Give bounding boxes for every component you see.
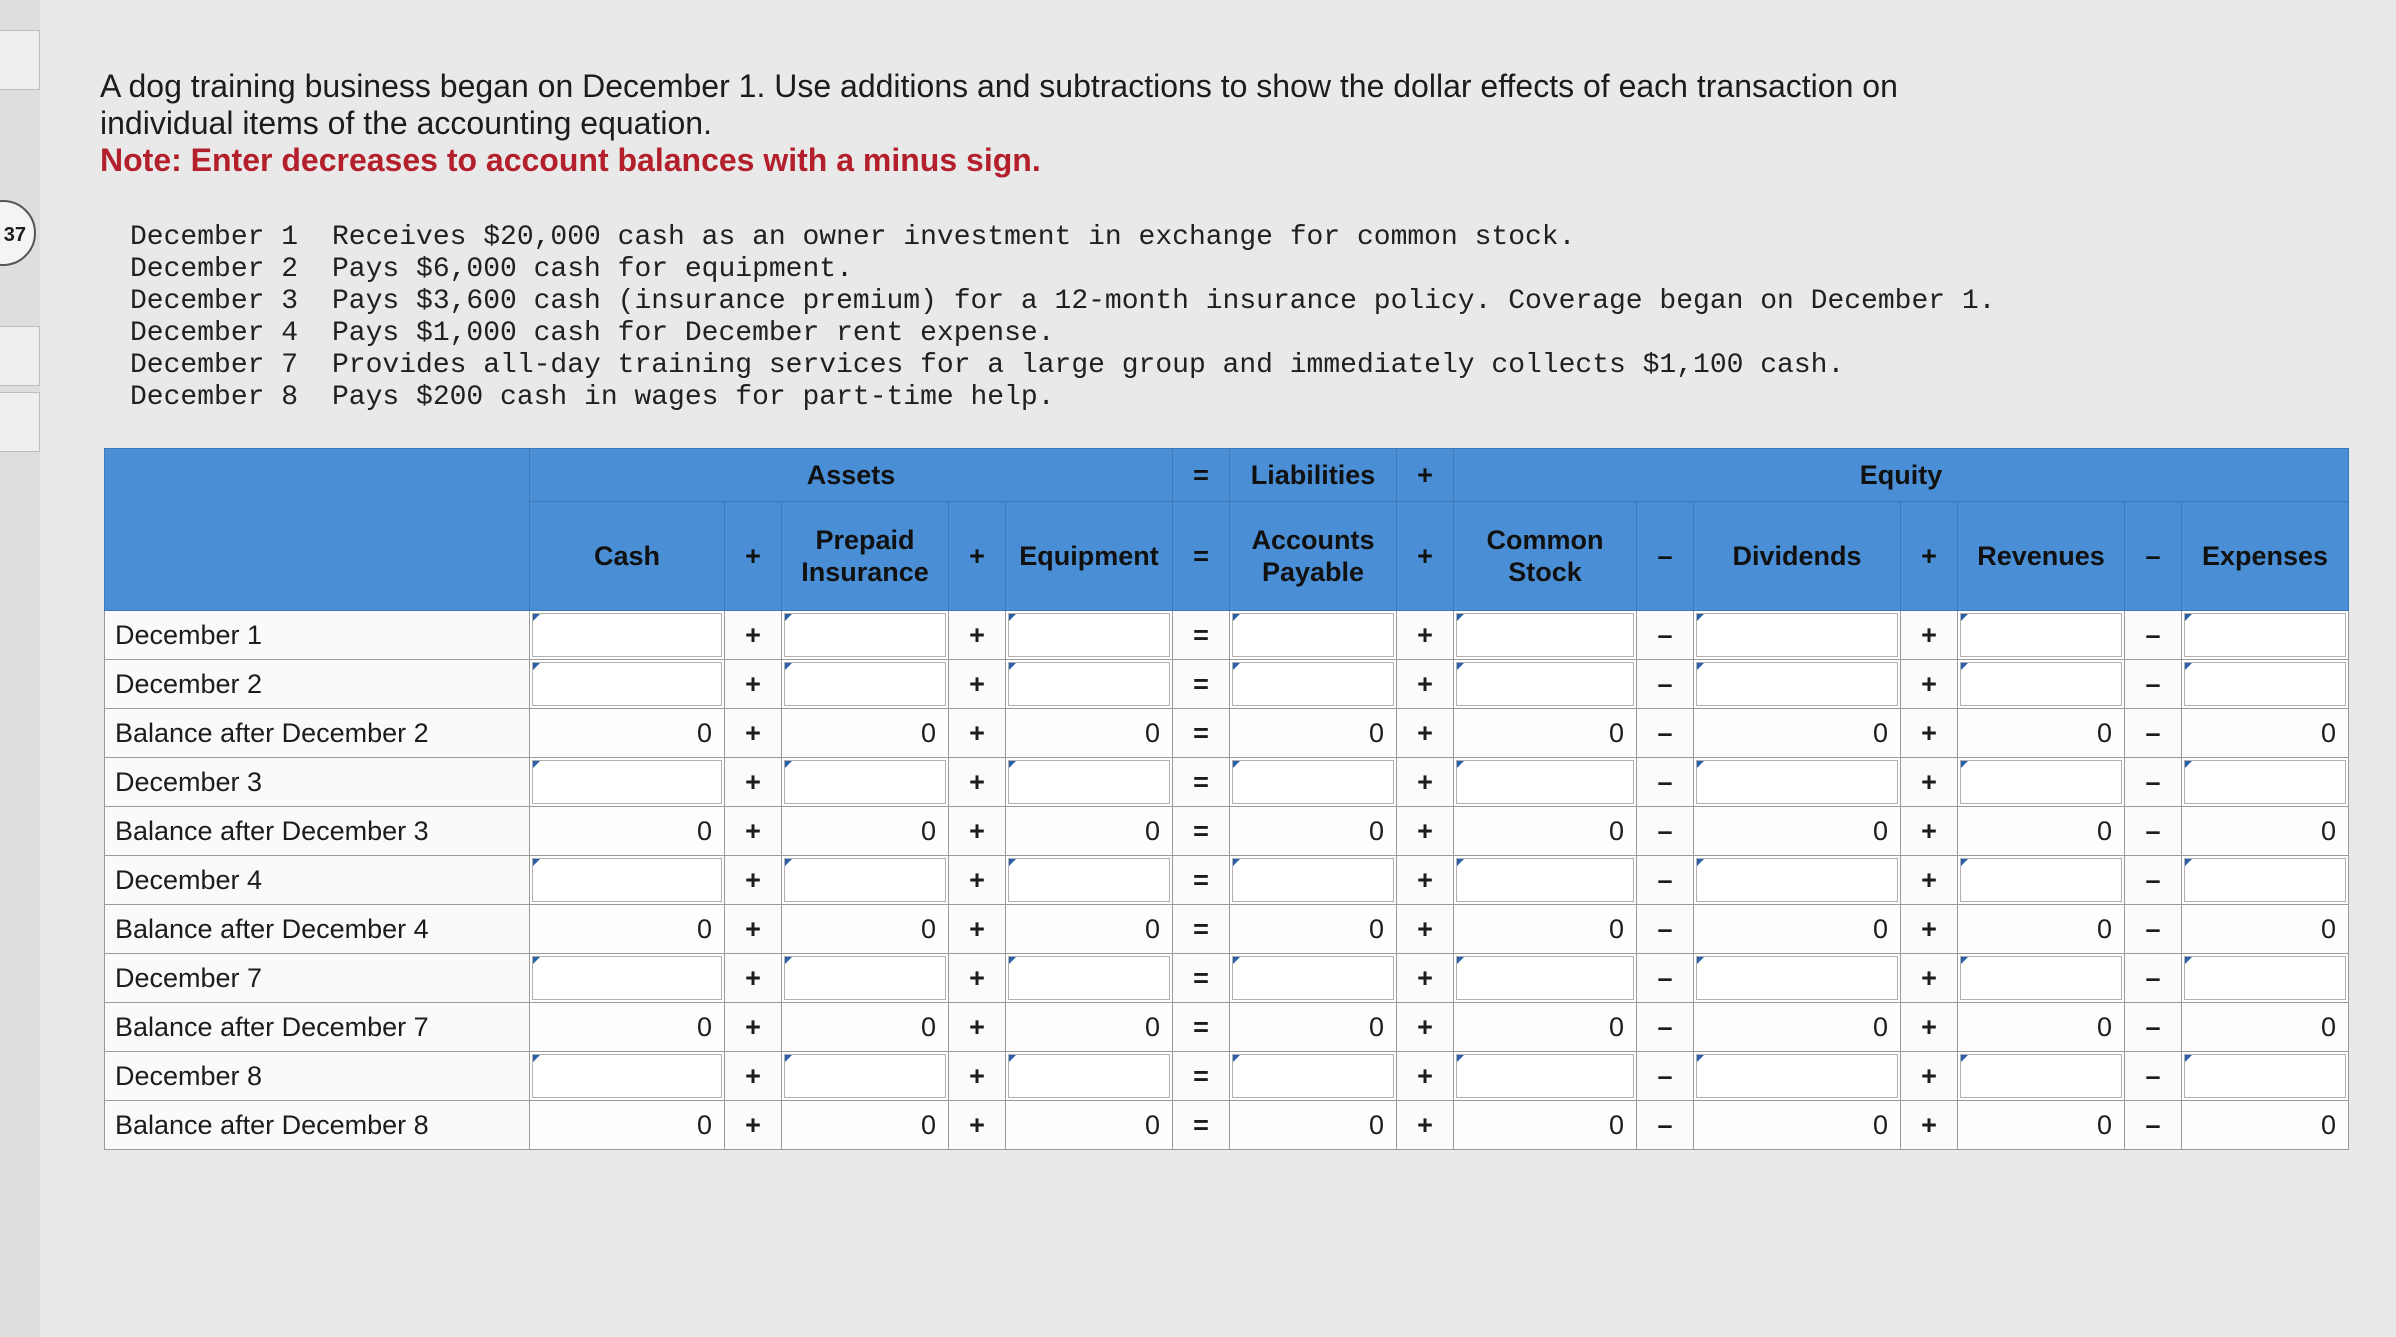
operator-minus: – xyxy=(1637,905,1694,954)
operator-equals: = xyxy=(1173,1052,1230,1101)
revenues-balance: 0 xyxy=(1958,905,2125,954)
input-box[interactable] xyxy=(1960,760,2122,804)
input-box[interactable] xyxy=(2184,858,2346,902)
balance-row xyxy=(105,807,2349,856)
operator-plus: + xyxy=(1901,1003,1958,1052)
input-box[interactable] xyxy=(1960,662,2122,706)
prepaid-insurance-input[interactable] xyxy=(782,611,949,660)
col-plus: + xyxy=(1397,502,1454,611)
input-box[interactable] xyxy=(784,760,946,804)
operator-plus: + xyxy=(949,905,1006,954)
col-prepaid-insurance: Prepaid Insurance xyxy=(782,502,949,611)
equity-header: Equity xyxy=(1454,449,2349,502)
operator-plus: + xyxy=(949,1052,1006,1101)
input-box[interactable] xyxy=(1232,760,1394,804)
transaction-item xyxy=(130,318,1995,350)
prepaid-insurance-balance: 0 xyxy=(782,905,949,954)
revenues-input[interactable] xyxy=(1958,660,2125,709)
dividends-balance: 0 xyxy=(1694,1101,1901,1150)
expenses-balance: 0 xyxy=(2182,807,2349,856)
operator-minus: – xyxy=(1637,1052,1694,1101)
operator-plus: + xyxy=(725,1003,782,1052)
side-panel-box[interactable] xyxy=(0,392,40,452)
accounts-payable-balance: 0 xyxy=(1230,905,1397,954)
dividends-input[interactable] xyxy=(1694,856,1901,905)
equipment-balance: 0 xyxy=(1006,1003,1173,1052)
equipment-input[interactable] xyxy=(1006,954,1173,1003)
input-box[interactable] xyxy=(532,613,722,657)
equipment-input[interactable] xyxy=(1006,1052,1173,1101)
operator-plus: + xyxy=(1397,611,1454,660)
operator-plus: + xyxy=(1397,660,1454,709)
transaction-item xyxy=(130,254,1995,286)
operator-plus: + xyxy=(725,856,782,905)
accounts-payable-input[interactable] xyxy=(1230,1052,1397,1101)
operator-plus: + xyxy=(725,709,782,758)
row-label: Balance after December 7 xyxy=(105,1003,530,1052)
operator-minus: – xyxy=(1637,856,1694,905)
plus-header: + xyxy=(1397,449,1454,502)
col-plus: + xyxy=(725,502,782,611)
revenues-input[interactable] xyxy=(1958,611,2125,660)
common-stock-input[interactable] xyxy=(1454,758,1637,807)
row-label: Balance after December 2 xyxy=(105,709,530,758)
operator-plus: + xyxy=(1397,1101,1454,1150)
operator-plus: + xyxy=(725,660,782,709)
operator-minus: – xyxy=(2125,807,2182,856)
col-dividends: Dividends xyxy=(1694,502,1901,611)
revenues-balance: 0 xyxy=(1958,1101,2125,1150)
transaction-item xyxy=(130,286,1995,318)
operator-plus: + xyxy=(725,807,782,856)
operator-minus: – xyxy=(2125,709,2182,758)
row-label: December 1 xyxy=(105,611,530,660)
input-box[interactable] xyxy=(1232,613,1394,657)
prepaid-insurance-input[interactable] xyxy=(782,758,949,807)
operator-minus: – xyxy=(2125,758,2182,807)
input-box[interactable] xyxy=(1696,760,1898,804)
accounts-payable-input[interactable] xyxy=(1230,660,1397,709)
accounts-payable-input[interactable] xyxy=(1230,611,1397,660)
common-stock-input[interactable] xyxy=(1454,611,1637,660)
operator-plus: + xyxy=(949,758,1006,807)
operator-plus: + xyxy=(949,709,1006,758)
operator-plus: + xyxy=(1901,758,1958,807)
operator-minus: – xyxy=(2125,611,2182,660)
transaction-text: Pays $6,000 cash for equipment. xyxy=(332,254,853,285)
transaction-date: December 1 xyxy=(130,222,299,253)
transaction-date: December 4 xyxy=(130,318,299,349)
accounts-payable-balance: 0 xyxy=(1230,807,1397,856)
input-box[interactable] xyxy=(1696,613,1898,657)
input-box[interactable] xyxy=(1960,858,2122,902)
col-accounts-payable: Accounts Payable xyxy=(1230,502,1397,611)
operator-plus: + xyxy=(1397,1003,1454,1052)
accounts-payable-balance: 0 xyxy=(1230,1003,1397,1052)
col-plus: + xyxy=(1901,502,1958,611)
equals-header: = xyxy=(1173,449,1230,502)
input-box[interactable] xyxy=(784,613,946,657)
expenses-balance: 0 xyxy=(2182,905,2349,954)
operator-plus: + xyxy=(1901,807,1958,856)
common-stock-balance: 0 xyxy=(1454,709,1637,758)
transaction-row xyxy=(105,954,2349,1003)
side-panel-box[interactable] xyxy=(0,30,40,90)
prompt-text: A dog training business began on December 1. Use additions and subtractions to show the dollar effects of each transaction on individual items of the accounting equation. xyxy=(100,68,1898,141)
operator-equals: = xyxy=(1173,758,1230,807)
input-box[interactable] xyxy=(784,1054,946,1098)
dividends-input[interactable] xyxy=(1694,954,1901,1003)
transaction-text: Pays $200 cash in wages for part-time help. xyxy=(332,382,1055,413)
cash-input[interactable] xyxy=(530,1052,725,1101)
operator-plus: + xyxy=(1397,709,1454,758)
operator-minus: – xyxy=(2125,1003,2182,1052)
col-common-stock: Common Stock xyxy=(1454,502,1637,611)
operator-plus: + xyxy=(1901,611,1958,660)
accounting-equation-table xyxy=(104,448,2349,1150)
operator-plus: + xyxy=(725,954,782,1003)
operator-plus: + xyxy=(949,1003,1006,1052)
revenues-input[interactable] xyxy=(1958,1052,2125,1101)
operator-minus: – xyxy=(1637,1003,1694,1052)
prepaid-insurance-balance: 0 xyxy=(782,1101,949,1150)
operator-plus: + xyxy=(725,758,782,807)
operator-equals: = xyxy=(1173,1003,1230,1052)
expenses-input[interactable] xyxy=(2182,856,2349,905)
input-box[interactable] xyxy=(532,662,722,706)
operator-minus: – xyxy=(2125,1052,2182,1101)
col-expenses: Expenses xyxy=(2182,502,2349,611)
operator-plus: + xyxy=(725,1052,782,1101)
col-plus: + xyxy=(949,502,1006,611)
cash-balance: 0 xyxy=(530,1003,725,1052)
operator-plus: + xyxy=(1397,856,1454,905)
cash-input[interactable] xyxy=(530,611,725,660)
expenses-input[interactable] xyxy=(2182,954,2349,1003)
balance-row xyxy=(105,905,2349,954)
balance-row xyxy=(105,1101,2349,1150)
operator-equals: = xyxy=(1173,709,1230,758)
row-label: December 7 xyxy=(105,954,530,1003)
operator-minus: – xyxy=(1637,1101,1694,1150)
input-box[interactable] xyxy=(1008,858,1170,902)
operator-plus: + xyxy=(725,611,782,660)
operator-plus: + xyxy=(949,954,1006,1003)
operator-plus: + xyxy=(1901,954,1958,1003)
prepaid-insurance-input[interactable] xyxy=(782,1052,949,1101)
input-box[interactable] xyxy=(784,858,946,902)
transaction-row xyxy=(105,758,2349,807)
transaction-row xyxy=(105,611,2349,660)
input-box[interactable] xyxy=(2184,956,2346,1000)
prepaid-insurance-balance: 0 xyxy=(782,1003,949,1052)
accounts-payable-input[interactable] xyxy=(1230,856,1397,905)
expenses-input[interactable] xyxy=(2182,611,2349,660)
input-box[interactable] xyxy=(1960,613,2122,657)
operator-minus: – xyxy=(1637,807,1694,856)
operator-plus: + xyxy=(949,856,1006,905)
input-box[interactable] xyxy=(2184,1054,2346,1098)
header-corner xyxy=(105,449,530,611)
prompt-note: Note: Enter decreases to account balances with a minus sign. xyxy=(100,142,1041,178)
common-stock-balance: 0 xyxy=(1454,1101,1637,1150)
common-stock-input[interactable] xyxy=(1454,1052,1637,1101)
dividends-input[interactable] xyxy=(1694,1052,1901,1101)
dividends-input[interactable] xyxy=(1694,611,1901,660)
balance-row xyxy=(105,709,2349,758)
cash-balance: 0 xyxy=(530,1101,725,1150)
accounting-equation-worksheet xyxy=(104,448,2349,1150)
operator-plus: + xyxy=(1901,856,1958,905)
prepaid-insurance-input[interactable] xyxy=(782,856,949,905)
operator-minus: – xyxy=(2125,856,2182,905)
transaction-text: Pays $1,000 cash for December rent expense. xyxy=(332,318,1055,349)
transaction-date: December 3 xyxy=(130,286,299,317)
input-box[interactable] xyxy=(1456,1054,1634,1098)
col-minus: – xyxy=(1637,502,1694,611)
operator-plus: + xyxy=(1397,954,1454,1003)
common-stock-input[interactable] xyxy=(1454,856,1637,905)
dividends-balance: 0 xyxy=(1694,905,1901,954)
row-label: Balance after December 3 xyxy=(105,807,530,856)
operator-plus: + xyxy=(949,660,1006,709)
transaction-date: December 7 xyxy=(130,350,299,381)
revenues-balance: 0 xyxy=(1958,709,2125,758)
operator-equals: = xyxy=(1173,856,1230,905)
operator-minus: – xyxy=(2125,1101,2182,1150)
transaction-date: December 2 xyxy=(130,254,299,285)
col-equals: = xyxy=(1173,502,1230,611)
operator-minus: – xyxy=(1637,611,1694,660)
accounts-payable-input[interactable] xyxy=(1230,758,1397,807)
operator-equals: = xyxy=(1173,905,1230,954)
input-box[interactable] xyxy=(532,858,722,902)
operator-plus: + xyxy=(1901,1052,1958,1101)
assets-header: Assets xyxy=(530,449,1173,502)
operator-plus: + xyxy=(725,905,782,954)
equipment-input[interactable] xyxy=(1006,758,1173,807)
col-revenues: Revenues xyxy=(1958,502,2125,611)
operator-plus: + xyxy=(949,807,1006,856)
input-box[interactable] xyxy=(1456,760,1634,804)
transaction-row xyxy=(105,1052,2349,1101)
common-stock-balance: 0 xyxy=(1454,1003,1637,1052)
input-box[interactable] xyxy=(1232,662,1394,706)
expenses-balance: 0 xyxy=(2182,709,2349,758)
operator-minus: – xyxy=(2125,905,2182,954)
operator-plus: + xyxy=(725,1101,782,1150)
operator-minus: – xyxy=(2125,954,2182,1003)
input-box[interactable] xyxy=(1696,1054,1898,1098)
operator-minus: – xyxy=(1637,954,1694,1003)
operator-plus: + xyxy=(949,611,1006,660)
row-label: December 3 xyxy=(105,758,530,807)
common-stock-input[interactable] xyxy=(1454,660,1637,709)
operator-equals: = xyxy=(1173,954,1230,1003)
input-box[interactable] xyxy=(1232,1054,1394,1098)
transaction-item xyxy=(130,222,1995,254)
transaction-row xyxy=(105,660,2349,709)
input-box[interactable] xyxy=(1008,662,1170,706)
input-box[interactable] xyxy=(1960,956,2122,1000)
input-box[interactable] xyxy=(532,760,722,804)
input-box[interactable] xyxy=(784,662,946,706)
transaction-text: Provides all-day training services for a large group and immediately collects $1,100 cash. xyxy=(332,350,1845,381)
group-header-row xyxy=(105,449,2349,502)
input-box[interactable] xyxy=(1456,613,1634,657)
input-box[interactable] xyxy=(1008,613,1170,657)
transaction-list xyxy=(130,222,1995,414)
accounts-payable-balance: 0 xyxy=(1230,709,1397,758)
operator-equals: = xyxy=(1173,611,1230,660)
common-stock-input[interactable] xyxy=(1454,954,1637,1003)
transaction-row xyxy=(105,856,2349,905)
equipment-balance: 0 xyxy=(1006,709,1173,758)
accounts-payable-balance: 0 xyxy=(1230,1101,1397,1150)
row-label: Balance after December 4 xyxy=(105,905,530,954)
cash-input[interactable] xyxy=(530,758,725,807)
expenses-input[interactable] xyxy=(2182,1052,2349,1101)
input-box[interactable] xyxy=(532,956,722,1000)
row-label: December 2 xyxy=(105,660,530,709)
side-panel-box[interactable] xyxy=(0,326,40,386)
common-stock-balance: 0 xyxy=(1454,905,1637,954)
cash-input[interactable] xyxy=(530,856,725,905)
revenues-input[interactable] xyxy=(1958,856,2125,905)
operator-plus: + xyxy=(1397,807,1454,856)
cash-input[interactable] xyxy=(530,954,725,1003)
revenues-balance: 0 xyxy=(1958,1003,2125,1052)
dividends-input[interactable] xyxy=(1694,758,1901,807)
col-cash: Cash xyxy=(530,502,725,611)
operator-plus: + xyxy=(1901,709,1958,758)
prepaid-insurance-input[interactable] xyxy=(782,660,949,709)
prepaid-insurance-balance: 0 xyxy=(782,709,949,758)
operator-minus: – xyxy=(1637,758,1694,807)
cash-input[interactable] xyxy=(530,660,725,709)
input-box[interactable] xyxy=(1696,956,1898,1000)
operator-plus: + xyxy=(1397,758,1454,807)
col-equipment: Equipment xyxy=(1006,502,1173,611)
input-box[interactable] xyxy=(1456,956,1634,1000)
input-box[interactable] xyxy=(1456,858,1634,902)
input-box[interactable] xyxy=(1232,858,1394,902)
input-box[interactable] xyxy=(784,956,946,1000)
revenues-input[interactable] xyxy=(1958,954,2125,1003)
input-box[interactable] xyxy=(1008,956,1170,1000)
cash-balance: 0 xyxy=(530,709,725,758)
expenses-balance: 0 xyxy=(2182,1101,2349,1150)
operator-minus: – xyxy=(1637,709,1694,758)
cash-balance: 0 xyxy=(530,905,725,954)
cash-balance: 0 xyxy=(530,807,725,856)
transaction-date: December 8 xyxy=(130,382,299,413)
dividends-input[interactable] xyxy=(1694,660,1901,709)
equipment-balance: 0 xyxy=(1006,905,1173,954)
equipment-input[interactable] xyxy=(1006,856,1173,905)
transaction-text: Pays $3,600 cash (insurance premium) for a 12-month insurance policy. Coverage began on December 1. xyxy=(332,286,1996,317)
operator-plus: + xyxy=(1397,1052,1454,1101)
dividends-balance: 0 xyxy=(1694,807,1901,856)
input-box[interactable] xyxy=(1008,760,1170,804)
prepaid-insurance-balance: 0 xyxy=(782,807,949,856)
input-box[interactable] xyxy=(1696,662,1898,706)
revenues-input[interactable] xyxy=(1958,758,2125,807)
input-box[interactable] xyxy=(2184,613,2346,657)
input-box[interactable] xyxy=(2184,662,2346,706)
dividends-balance: 0 xyxy=(1694,709,1901,758)
input-box[interactable] xyxy=(1456,662,1634,706)
expenses-balance: 0 xyxy=(2182,1003,2349,1052)
balance-row xyxy=(105,1003,2349,1052)
prepaid-insurance-input[interactable] xyxy=(782,954,949,1003)
transaction-item xyxy=(130,382,1995,414)
operator-minus: – xyxy=(1637,660,1694,709)
input-box[interactable] xyxy=(1696,858,1898,902)
liabilities-header: Liabilities xyxy=(1230,449,1397,502)
operator-equals: = xyxy=(1173,807,1230,856)
question-number-badge[interactable]: 37 xyxy=(0,200,36,266)
operator-plus: + xyxy=(949,1101,1006,1150)
transaction-item xyxy=(130,350,1995,382)
row-label: December 8 xyxy=(105,1052,530,1101)
operator-plus: + xyxy=(1901,905,1958,954)
operator-plus: + xyxy=(1397,905,1454,954)
operator-plus: + xyxy=(1901,660,1958,709)
equipment-balance: 0 xyxy=(1006,807,1173,856)
expenses-input[interactable] xyxy=(2182,660,2349,709)
revenues-balance: 0 xyxy=(1958,807,2125,856)
input-box[interactable] xyxy=(1960,1054,2122,1098)
operator-equals: = xyxy=(1173,1101,1230,1150)
common-stock-balance: 0 xyxy=(1454,807,1637,856)
transaction-text: Receives $20,000 cash as an owner investment in exchange for common stock. xyxy=(332,222,1576,253)
col-minus: – xyxy=(2125,502,2182,611)
dividends-balance: 0 xyxy=(1694,1003,1901,1052)
input-box[interactable] xyxy=(1232,956,1394,1000)
equipment-balance: 0 xyxy=(1006,1101,1173,1150)
accounts-payable-input[interactable] xyxy=(1230,954,1397,1003)
question-prompt xyxy=(100,68,2000,179)
row-label: Balance after December 8 xyxy=(105,1101,530,1150)
operator-plus: + xyxy=(1901,1101,1958,1150)
input-box[interactable] xyxy=(1008,1054,1170,1098)
input-box[interactable] xyxy=(2184,760,2346,804)
input-box[interactable] xyxy=(532,1054,722,1098)
operator-minus: – xyxy=(2125,660,2182,709)
row-label: December 4 xyxy=(105,856,530,905)
equipment-input[interactable] xyxy=(1006,660,1173,709)
expenses-input[interactable] xyxy=(2182,758,2349,807)
equipment-input[interactable] xyxy=(1006,611,1173,660)
operator-equals: = xyxy=(1173,660,1230,709)
